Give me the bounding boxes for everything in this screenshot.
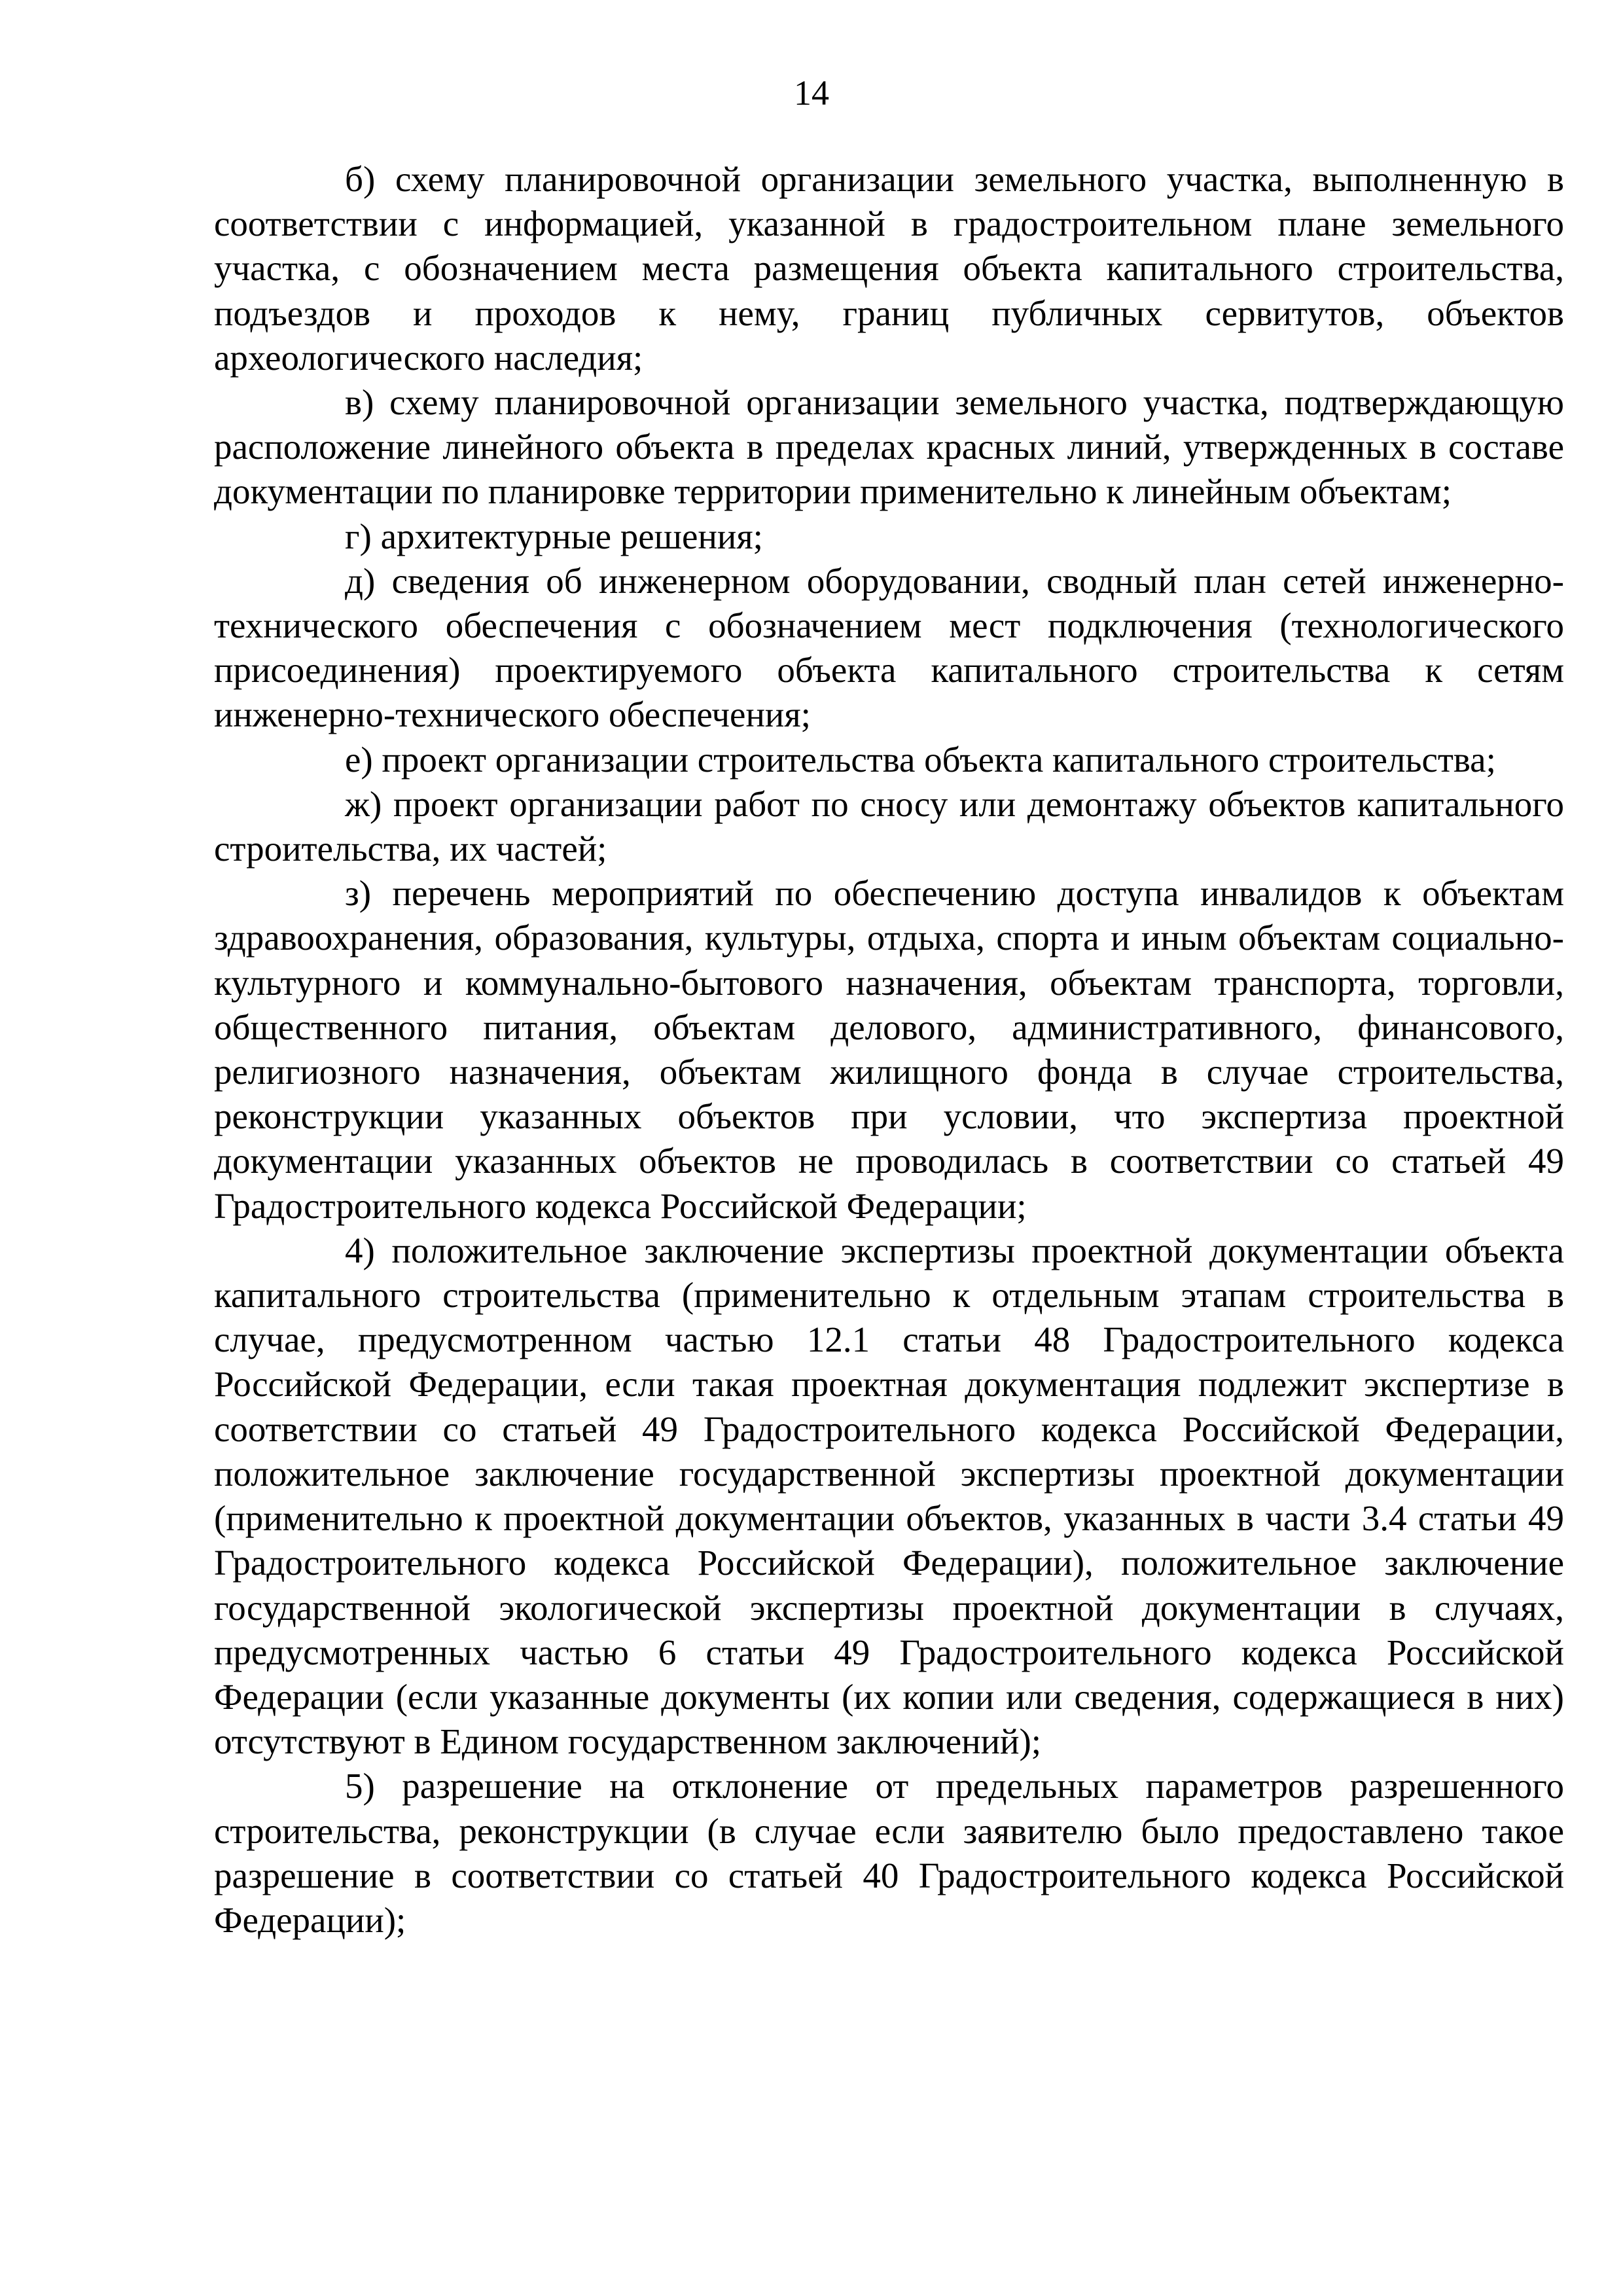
- document-body: [214, 157, 1564, 1943]
- paragraph-item-g: г) архитектурные решения;: [345, 516, 763, 556]
- paragraph-item-4: 4) положительное заключение экспертизы проектной документации объекта капитального строительства (применительно к отдельным этапам строительства в случае, предусмотренном частью 12.1 статьи 48 Градостроительного кодекса Российской Федерации, если такая проектная документация подлежит экспертизе в соответствии со статьей 49 Градостроительного кодекса Российской Федерации, положительное заключение государственной экспертизы проектной документации (применительно к проектной документации объектов, указанных в части 3.4 статьи 49 Градостроительного кодекса Российской Федерации), положительное заключение государственной экологической экспертизы проектной документации в случаях, предусмотренных частью 6 статьи 49 Градостроительного кодекса Российской Федерации (если указанные документы (их копии или сведения, содержащиеся в них) отсутствуют в Едином государственном заключений);: [214, 1230, 1564, 1762]
- paragraph-item-b: б) схему планировочной организации земельного участка, выполненную в соответствии с информацией, указанной в градостроительном плане земельного участка, с обозначением места размещения объекта капитального строительства, подъездов и проходов к нему, границ публичных сервитутов, объектов археологического наследия;: [214, 159, 1564, 378]
- paragraph-item-v: в) схему планировочной организации земельного участка, подтверждающую расположение линейного объекта в пределах красных линий, утвержденных в составе документации по планировке территории применительно к линейным объектам;: [214, 382, 1564, 512]
- paragraph-item-d: д) сведения об инженерном оборудовании, сводный план сетей инженерно-технического обеспечения с обозначением мест подключения (технологического присоединения) проектируемого объекта капитального строительства к сетям инженерно-технического обеспечения;: [214, 560, 1564, 735]
- page-number: 14: [794, 73, 829, 113]
- paragraph-item-zh: ж) проект организации работ по сносу или демонтажу объектов капитального строительства, их частей;: [214, 783, 1564, 869]
- paragraph-item-z: з) перечень мероприятий по обеспечению доступа инвалидов к объектам здравоохранения, образования, культуры, отдыха, спорта и иным объектам социально-культурного и коммунально-бытового назначения, объектам транспорта, торговли, общественного питания, объектам делового, административного, финансового, религиозного назначения, объектам жилищного фонда в случае строительства, реконструкции указанных объектов при условии, что экспертиза проектной документации указанных объектов не проводилась в соответствии со статьей 49 Градостроительного кодекса Российской Федерации;: [214, 873, 1564, 1226]
- paragraph-item-5: 5) разрешение на отклонение от предельных параметров разрешенного строительства, реконструкции (в случае если заявителю было предоставлено такое разрешение в соответствии со статьей 40 Градостроительного кодекса Российской Федерации);: [214, 1766, 1564, 1940]
- paragraph-item-e: е) проект организации строительства объекта капитального строительства;: [345, 739, 1496, 780]
